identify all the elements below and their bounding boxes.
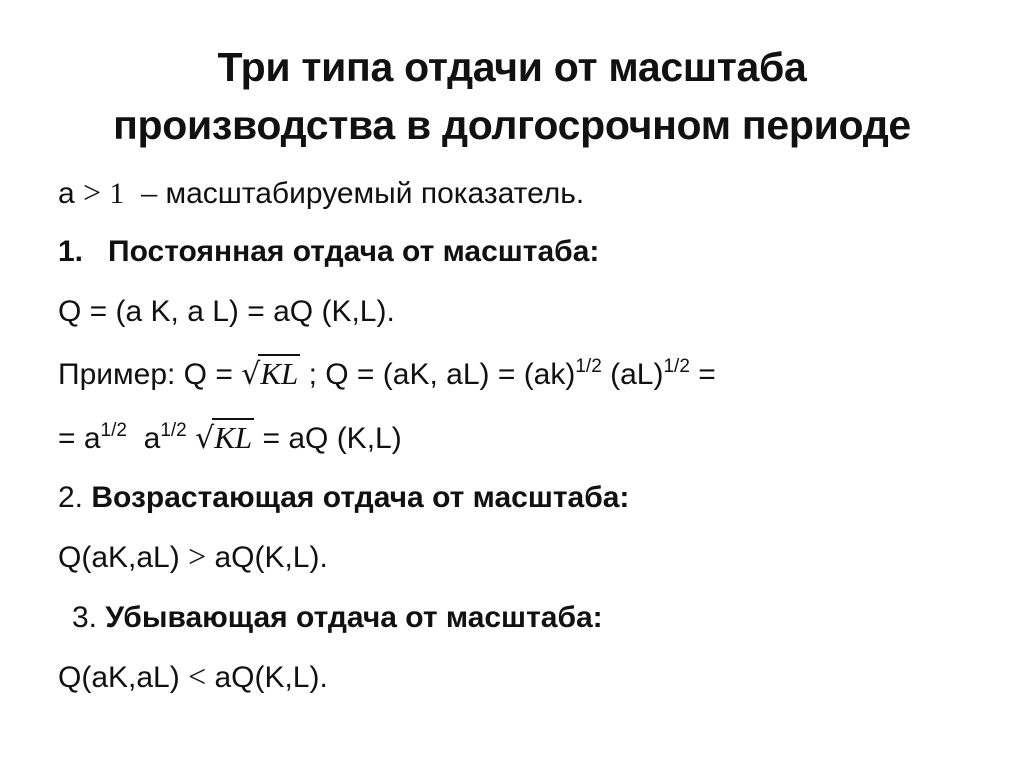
- formula2-right: aQ(K,L).: [214, 541, 328, 574]
- sqrt-kl: [241, 354, 300, 395]
- heading-number: 1.: [58, 235, 84, 268]
- heading-decreasing-returns: [72, 598, 603, 638]
- heading-text-3: Убывающая отдача от масштаба:: [105, 601, 603, 634]
- heading-constant-returns: [58, 232, 599, 272]
- formula3-left: Q(aK,aL): [58, 661, 180, 694]
- sqrt-argument-2: KL: [214, 420, 253, 455]
- exponent-half-1: 1/2: [575, 356, 602, 377]
- scale-factor-definition: [58, 172, 584, 214]
- formula-constant-returns: Q = (a K, a L) = aQ (K,L).: [58, 295, 395, 328]
- example-line-2: [58, 418, 402, 459]
- slide-title: [40, 38, 984, 154]
- exponent-half-2: 1/2: [663, 356, 690, 377]
- heading-number-2: 2.: [58, 481, 84, 514]
- example-prefix: Пример: Q =: [58, 358, 233, 391]
- heading-text-2: Возрастающая отдача от масштаба:: [91, 481, 630, 514]
- title-line-1: Три типа отдачи от масштаба: [217, 44, 807, 90]
- heading-increasing-returns: [58, 478, 629, 518]
- exponent-half-3: 1/2: [100, 420, 127, 441]
- formula2-left: Q(aK,aL): [58, 541, 180, 574]
- heading-text: Постоянная отдача от масштаба:: [108, 235, 600, 268]
- formula-decreasing-returns: [58, 656, 328, 698]
- sqrt-symbol: √: [241, 357, 261, 392]
- greater-than-sign-2: >: [188, 538, 207, 574]
- greater-than-sign: >: [83, 174, 102, 210]
- less-than-sign: <: [188, 658, 207, 694]
- heading-number-3: 3.: [72, 601, 98, 634]
- var-a-2: a: [143, 422, 161, 455]
- formula-increasing-returns: [58, 536, 328, 578]
- example-middle: ; Q = (aK, aL) = (ak): [308, 358, 576, 391]
- formula3-right: aQ(K,L).: [214, 661, 328, 694]
- sqrt-argument: KL: [260, 356, 299, 391]
- example-line-1: [58, 354, 716, 395]
- example2-end: = aQ (K,L): [262, 422, 402, 455]
- var-a: a: [58, 177, 75, 210]
- sqrt-kl-2: [195, 418, 254, 459]
- number-one: 1: [109, 177, 125, 210]
- sqrt-symbol-2: √: [195, 421, 215, 456]
- example-equals: =: [698, 358, 716, 391]
- example-middle-2: (aL): [610, 358, 664, 391]
- definition-text: масштабируемый показатель.: [165, 177, 585, 210]
- dash: –: [141, 174, 158, 210]
- title-line-2: производства в долгосрочном периоде: [113, 102, 911, 148]
- example2-prefix: = a: [58, 422, 101, 455]
- exponent-half-4: 1/2: [160, 420, 187, 441]
